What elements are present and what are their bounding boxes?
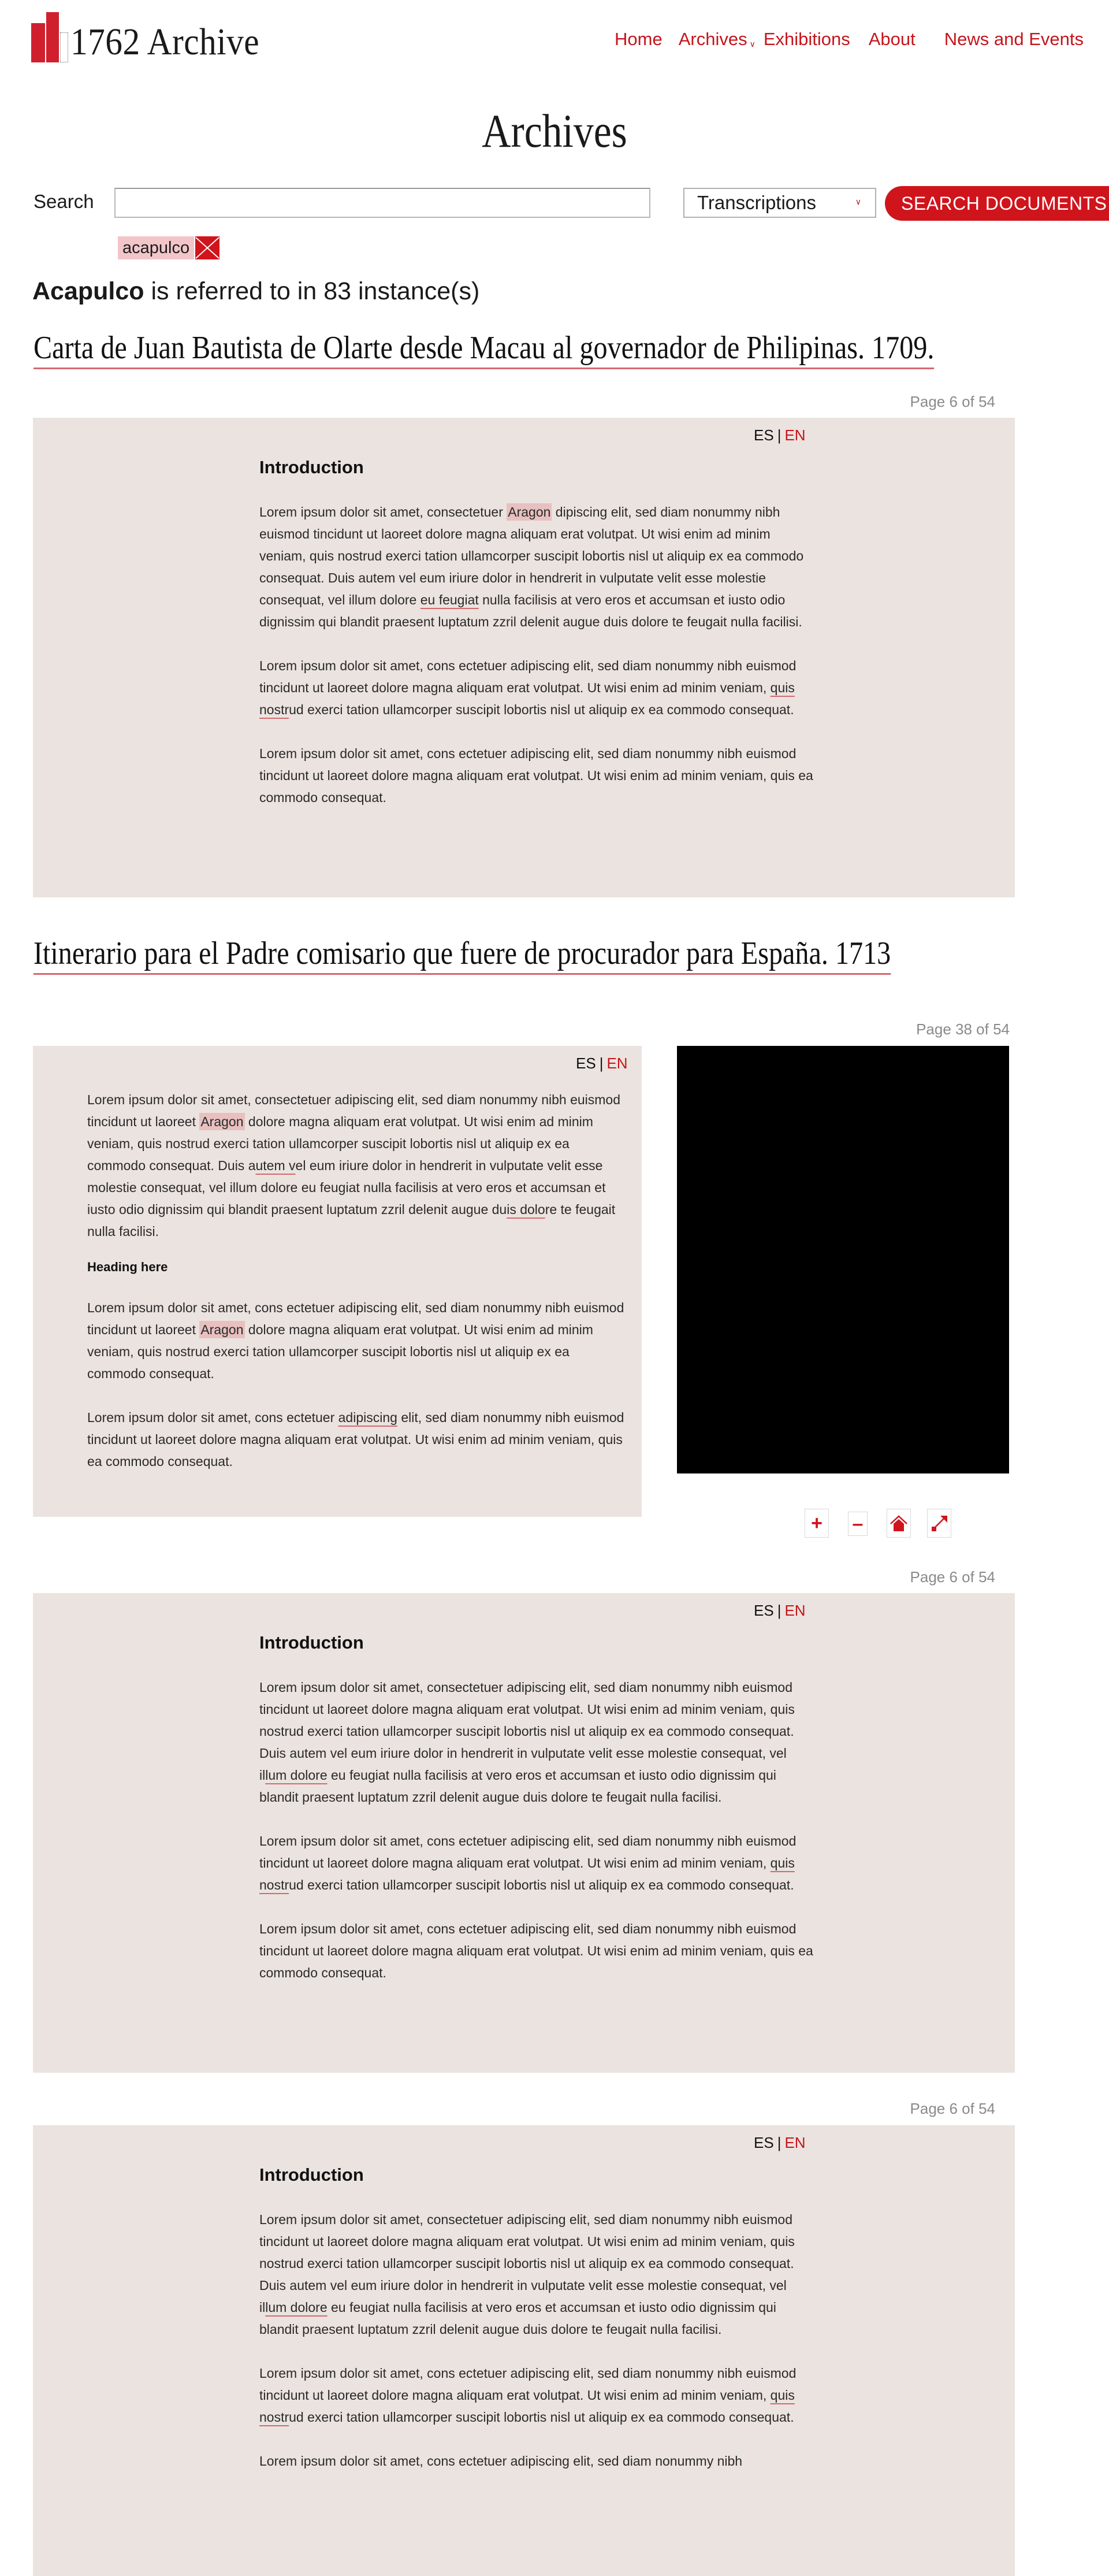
paragraph: Lorem ipsum dolor sit amet, consectetuer Aragon dipiscing elit, sed diam nonummy nibh euismod tincidunt ut laoreet dolore magna aliquam erat volutpat. Ut wisi enim ad minim veniam, quis nostrud exerci tation ullamcorper suscipit lobortis nisl ut aliquip ex ea commodo consequat. Duis autem vel eum iriure dolor in hendrerit in vulputate velit esse molestie consequat, vel illum dolore eu feugiat nulla facilisis at vero eros et accumsan et iusto odio dignissim qui blandit praesent luptatum zzril delenit augue duis dolore te feugait nulla facilisi. bbox=[259, 504, 804, 629]
paragraph: Lorem ipsum dolor sit amet, consectetuer adipiscing elit, sed diam nonummy nibh euismod tincidunt ut laoreet Aragon dolore magna aliquam erat volutpat. Ut wisi enim ad minim veniam, quis nostrud exerci tation ullamcorper suscipit lobortis nisl ut aliquip ex ea commodo consequat. Duis autem vel eum iriure dolor in hendrerit in vulputate velit esse molestie consequat, vel illum dolore eu feugiat nulla facilisis at vero eros et accumsan et iusto odio dignissim qui blandit praesent luptatum zzril delenit augue duis dolore te feugait nulla facilisi. bbox=[87, 1092, 620, 1239]
results-summary bbox=[32, 277, 479, 306]
expand-icon bbox=[930, 1514, 948, 1532]
annotation-link[interactable]: eu feugiat bbox=[420, 592, 479, 607]
paragraph: Lorem ipsum dolor sit amet, consectetuer adipiscing elit, sed diam nonummy nibh euismod tincidunt ut laoreet dolore magna aliquam erat volutpat. Ut wisi enim ad minim veniam, quis nostrud exerci tation ullamcorper suscipit lobortis nisl ut aliquip ex ea commodo consequat. Duis autem vel eum iriure dolor in hendrerit in vulputate velit esse molestie consequat, vel illum dolore eu feugiat nulla facilisis at vero eros et accumsan et iusto odio dignissim qui blandit praesent luptatum zzril delenit augue duis dolore te feugait nulla facilisi. bbox=[259, 2212, 795, 2337]
language-toggle bbox=[754, 1602, 806, 1620]
section-heading: Introduction bbox=[259, 2165, 364, 2185]
section-heading: Heading here bbox=[87, 1260, 168, 1274]
nav-archives[interactable]: Archives bbox=[678, 29, 747, 49]
paragraph: Lorem ipsum dolor sit amet, cons ectetuer adipiscing elit, sed diam nonummy nibh euismod tincidunt ut laoreet dolore magna aliquam erat volutpat. Ut wisi enim ad minim veniam, quis nostrud exerci tation ullamcorper suscipit lobortis nisl ut aliquip ex ea commodo consequat. bbox=[259, 658, 797, 717]
document-image-viewer[interactable] bbox=[677, 1046, 1009, 1473]
logo-bars-icon bbox=[31, 12, 69, 62]
zoom-in-button[interactable] bbox=[805, 1509, 829, 1538]
annotation-link[interactable]: quis nostr bbox=[259, 680, 795, 717]
paragraph: Lorem ipsum dolor sit amet, cons ectetuer adipiscing elit, sed diam nonummy nibh bbox=[259, 2453, 743, 2469]
annotation-link[interactable]: lum dolore bbox=[265, 1768, 328, 1783]
section-heading: Introduction bbox=[259, 457, 364, 477]
nav-exhibitions[interactable]: Exhibitions bbox=[763, 29, 850, 49]
paragraph: Lorem ipsum dolor sit amet, cons ectetuer adipiscing elit, sed diam nonummy nibh euismod tincidunt ut laoreet Aragon dolore magna aliquam erat volutpat. Ut wisi enim ad minim veniam, quis nostrud exerci tation ullamcorper suscipit lobortis nisl ut aliquip ex ea commodo consequat. bbox=[87, 1300, 624, 1381]
filter-chip-label: acapulco bbox=[118, 236, 194, 259]
lang-separator: | bbox=[599, 1055, 604, 1072]
lang-es-link[interactable]: ES bbox=[754, 2134, 774, 2151]
lang-en-link[interactable]: EN bbox=[784, 1602, 806, 1619]
lang-en-link[interactable]: EN bbox=[784, 2134, 806, 2151]
lang-es-link[interactable]: ES bbox=[754, 426, 774, 444]
search-input[interactable] bbox=[114, 188, 650, 218]
logo-bar-outline bbox=[60, 32, 68, 62]
annotation-link[interactable]: utem v bbox=[255, 1158, 296, 1173]
search-label: Search bbox=[34, 191, 94, 212]
transcription-panel bbox=[33, 418, 1015, 897]
annotation-link[interactable]: quis nostr bbox=[259, 1855, 795, 1892]
annotation-link[interactable]: is dolo bbox=[507, 1202, 545, 1217]
active-filter-chip bbox=[118, 236, 219, 259]
results-summary-text: is referred to in 83 instance(s) bbox=[144, 277, 480, 305]
logo-link[interactable] bbox=[31, 12, 280, 62]
paragraph: Lorem ipsum dolor sit amet, cons ectetuer adipiscing elit, sed diam nonummy nibh euismod tincidunt ut laoreet dolore magna aliquam erat volutpat. Ut wisi enim ad minim veniam, quis ea commodo consequat. bbox=[87, 1410, 624, 1469]
remove-filter-close-icon[interactable] bbox=[194, 236, 219, 259]
main-nav bbox=[615, 29, 1084, 50]
transcription-text bbox=[87, 1089, 630, 1494]
annotation-link[interactable]: lum dolore bbox=[265, 2300, 328, 2315]
transcription-text bbox=[259, 2163, 814, 2494]
logo-bar bbox=[46, 12, 59, 62]
page-number: Page 6 of 54 bbox=[910, 1568, 995, 1586]
page-number: Page 6 of 54 bbox=[910, 393, 995, 410]
transcription-text bbox=[259, 1631, 814, 2006]
logo-text: 1762 Archive bbox=[70, 21, 260, 63]
lang-separator: | bbox=[777, 1602, 781, 1619]
chevron-down-icon: ∨ bbox=[855, 197, 861, 206]
paragraph: Lorem ipsum dolor sit amet, cons ectetuer adipiscing elit, sed diam nonummy nibh euismod tincidunt ut laoreet dolore magna aliquam erat volutpat. Ut wisi enim ad minim veniam, quis nostrud exerci tation ullamcorper suscipit lobortis nisl ut aliquip ex ea commodo consequat. bbox=[259, 1833, 797, 1892]
paragraph: Lorem ipsum dolor sit amet, cons ectetuer adipiscing elit, sed diam nonummy nibh euismod tincidunt ut laoreet dolore magna aliquam erat volutpat. Ut wisi enim ad minim veniam, quis nostrud exerci tation ullamcorper suscipit lobortis nisl ut aliquip ex ea commodo consequat. bbox=[259, 2366, 797, 2425]
nav-news-and-events[interactable]: News and Events bbox=[944, 29, 1084, 49]
plus-icon: + bbox=[811, 1512, 823, 1534]
lang-separator: | bbox=[777, 426, 781, 444]
transcription-panel bbox=[33, 2125, 1015, 2576]
results-term: Acapulco bbox=[32, 277, 144, 305]
language-toggle bbox=[576, 1055, 628, 1072]
paragraph: Lorem ipsum dolor sit amet, consectetuer adipiscing elit, sed diam nonummy nibh euismod tincidunt ut laoreet dolore magna aliquam erat volutpat. Ut wisi enim ad minim veniam, quis nostrud exerci tation ullamcorper suscipit lobortis nisl ut aliquip ex ea commodo consequat. Duis autem vel eum iriure dolor in hendrerit in vulputate velit esse molestie consequat, vel illum dolore eu feugiat nulla facilisis at vero eros et accumsan et iusto odio dignissim qui blandit praesent luptatum zzril delenit augue duis dolore te feugait nulla facilisi. bbox=[259, 1680, 795, 1805]
page-number: Page 38 of 54 bbox=[916, 1020, 1010, 1038]
zoom-out-button[interactable] bbox=[848, 1512, 868, 1536]
annotation-link[interactable]: quis nostr bbox=[259, 2388, 795, 2425]
language-toggle bbox=[754, 2134, 806, 2152]
document-title-link[interactable]: Itinerario para el Padre comisario que fuere de procurador para España. 1713 bbox=[34, 936, 891, 975]
home-view-button[interactable] bbox=[887, 1509, 911, 1538]
lang-separator: | bbox=[777, 2134, 781, 2151]
paragraph: Lorem ipsum dolor sit amet, cons ectetuer adipiscing elit, sed diam nonummy nibh euismod tincidunt ut laoreet dolore magna aliquam erat volutpat. Ut wisi enim ad minim veniam, quis ea commodo consequat. bbox=[259, 746, 813, 805]
page-number: Page 6 of 54 bbox=[910, 2100, 995, 2117]
logo-bar bbox=[31, 23, 45, 62]
document-title-link[interactable]: Carta de Juan Bautista de Olarte desde Macau al governador de Philipinas. 1709. bbox=[34, 331, 934, 369]
nav-home[interactable]: Home bbox=[615, 29, 663, 49]
transcription-text bbox=[259, 456, 814, 830]
search-documents-button[interactable]: SEARCH DOCUMENTS bbox=[885, 186, 1109, 221]
language-toggle bbox=[754, 426, 806, 444]
nav-about[interactable]: About bbox=[868, 29, 916, 49]
annotation-link[interactable]: adipiscing bbox=[338, 1410, 397, 1425]
site-header bbox=[0, 0, 1109, 81]
search-highlight: Aragon bbox=[200, 1322, 244, 1337]
section-heading: Introduction bbox=[259, 1632, 364, 1653]
home-icon bbox=[890, 1514, 908, 1532]
lang-es-link[interactable]: ES bbox=[754, 1602, 774, 1619]
search-highlight: Aragon bbox=[508, 504, 551, 519]
search-scope-select[interactable] bbox=[683, 188, 876, 218]
chevron-down-icon[interactable]: ∨ bbox=[749, 39, 756, 49]
paragraph: Lorem ipsum dolor sit amet, cons ectetuer adipiscing elit, sed diam nonummy nibh euismod tincidunt ut laoreet dolore magna aliquam erat volutpat. Ut wisi enim ad minim veniam, quis ea commodo consequat. bbox=[259, 1921, 813, 1980]
search-highlight: Aragon bbox=[200, 1114, 244, 1129]
page-title: Archives bbox=[482, 105, 627, 157]
transcription-panel bbox=[33, 1046, 642, 1517]
transcription-panel bbox=[33, 1593, 1015, 2073]
lang-en-link[interactable]: EN bbox=[784, 426, 806, 444]
lang-es-link[interactable]: ES bbox=[576, 1055, 596, 1072]
fullscreen-button[interactable] bbox=[927, 1509, 951, 1538]
search-scope-value: Transcriptions bbox=[697, 192, 817, 213]
minus-icon: – bbox=[852, 1512, 864, 1535]
lang-en-link[interactable]: EN bbox=[606, 1055, 628, 1072]
